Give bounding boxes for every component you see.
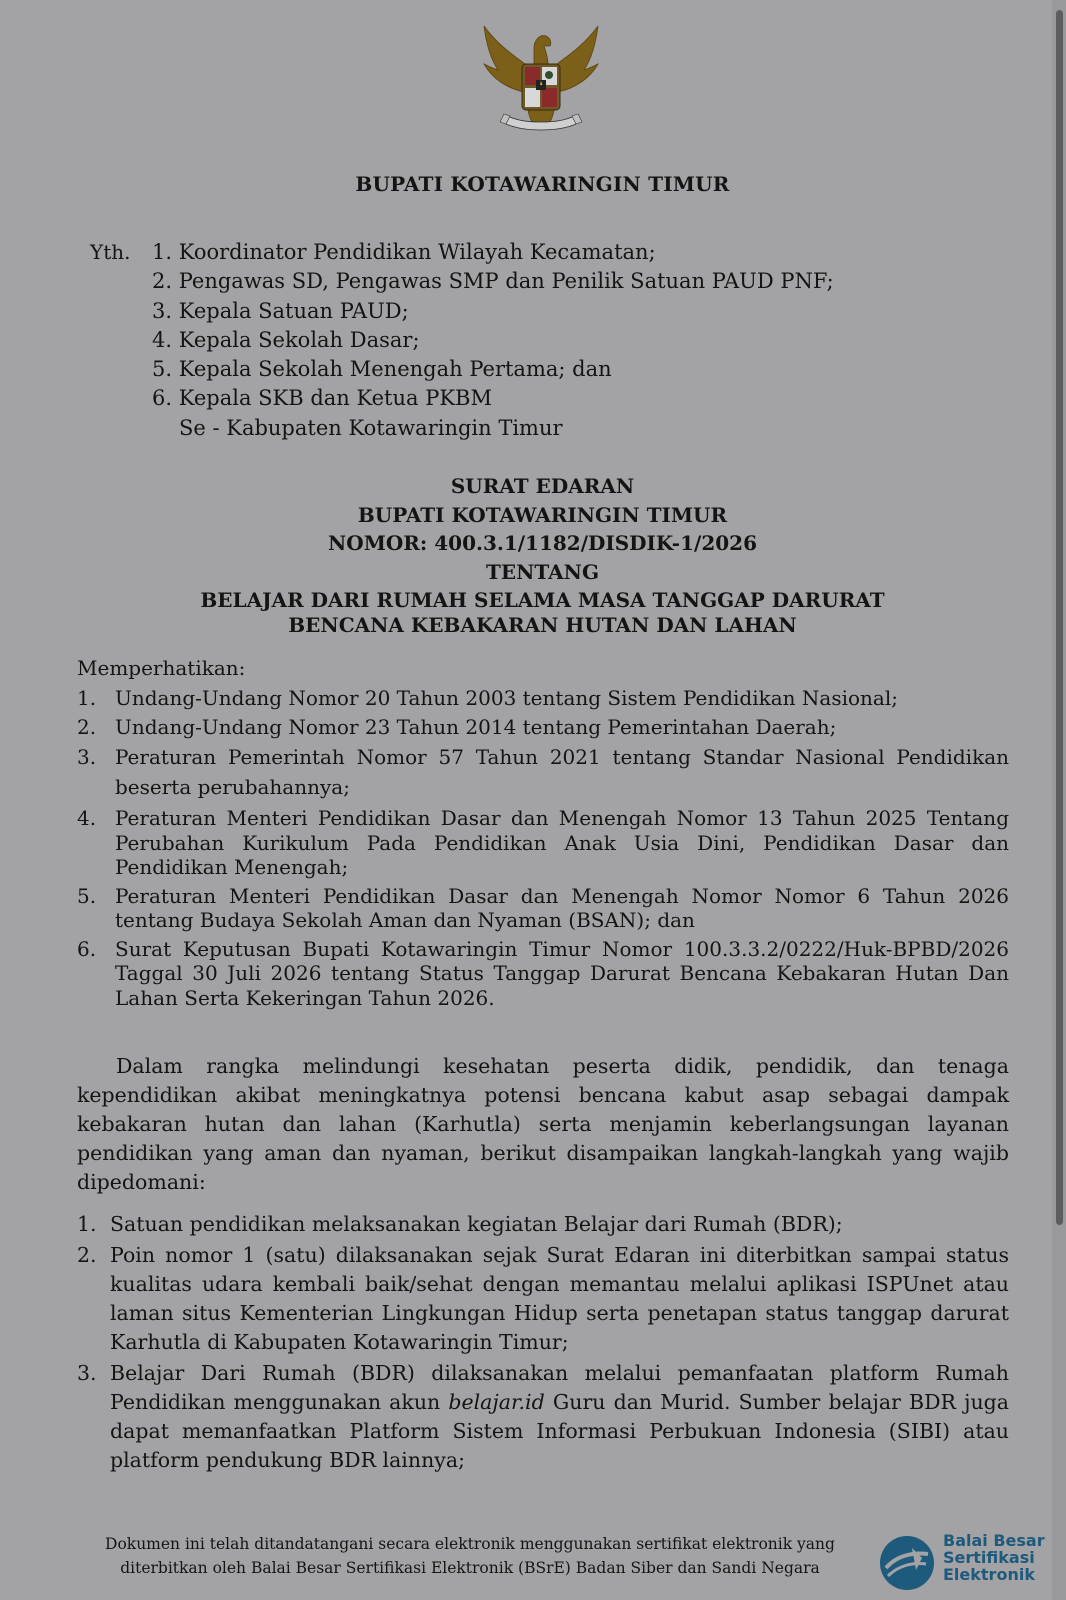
list-item: 2. Undang-Undang Nomor 23 Tahun 2014 tentang Pemerintahan Daerah; [77, 715, 837, 739]
subject-line: BENCANA KEBAKARAN HUTAN DAN LAHAN [288, 613, 797, 637]
list-item: 4. Peraturan Menteri Pendidikan Dasar dan Menengah Nomor 13 Tahun 2025 Tentang Perubahan Kurikulum Pada Pendidikan Anak Usia Dini, Pendidikan Dasar dan Pendidikan Menengah; [77, 806, 1009, 879]
steps-list [77, 1210, 1009, 1477]
list-item: 3. Belajar Dari Rumah (BDR) dilaksanakan melalui pemanfaatan platform Rumah Pendidikan menggunakan akun belajar.id Guru dan Murid. Sumber belajar BDR juga dapat memanfaatkan Platform Sistem Informasi Perbukuan Indonesia (SIBI) atau platform pendukung BDR lainnya; [77, 1361, 1009, 1472]
recipient-area: Se - Kabupaten Kotawaringin Timur [179, 415, 563, 440]
recipients-list [152, 238, 834, 443]
list-item: 2. Poin nomor 1 (satu) dilaksanakan sejak Surat Edaran ini diterbitkan sampai status kualitas udara kembali baik/sehat dengan memantau melalui aplikasi ISPUnet atau laman situs Kementerian Lingkungan Hidup serta penetapan status tanggap darurat Karhutla di Kabupaten Kotawaringin Timur; [77, 1243, 1009, 1354]
considering-label: Memperhatikan: [77, 656, 246, 680]
considering-list-continued [77, 806, 1009, 1010]
bsre-logo-icon [878, 1534, 936, 1592]
recipient-item: 4. Kepala Sekolah Dasar; [152, 327, 420, 352]
subject-line: BELAJAR DARI RUMAH SELAMA MASA TANGGAP DARURAT [200, 588, 885, 612]
recipient-item: 5. Kepala Sekolah Menengah Pertama; dan [152, 357, 612, 382]
body-paragraph: Dalam rangka melindungi kesehatan peserta didik, pendidik, dan tenaga kependidikan akibat meningkatnya potensi bencana kabut asap sebagai dampak kebakaran hutan dan lahan (Karhutla) serta menjamin keberlangsungan layanan pendidikan yang aman dan nyaman, berikut disampaikan langkah-langkah yang wajib dipedomani: [77, 1054, 1009, 1194]
list-item: 1. Undang-Undang Nomor 20 Tahun 2003 tentang Sistem Pendidikan Nasional; [77, 686, 898, 710]
recipient-item: 3. Kepala Satuan PAUD; [152, 298, 409, 323]
scrollbar-thumb[interactable] [1056, 10, 1063, 1225]
list-item: 6. Surat Keputusan Bupati Kotawaringin Timur Nomor 100.3.3.2/0222/Huk-BPBD/2026 Taggal 30 Juli 2026 tentang Status Tanggap Darurat Bencana Kebakaran Hutan Dan Lahan Serta Kekeringan Tahun 2026. [77, 936, 1009, 1010]
recipient-item: 2. Pengawas SD, Pengawas SMP dan Penilik Satuan PAUD PNF; [152, 269, 834, 294]
garuda-emblem-icon [478, 18, 604, 142]
issuer-heading: BUPATI KOTAWARINGIN TIMUR [355, 172, 730, 196]
title-line: SURAT EDARAN [450, 474, 635, 498]
recipient-item: 1. Koordinator Pendidikan Wilayah Kecamatan; [152, 240, 656, 264]
circular-title-block [0, 472, 1066, 638]
title-line: BUPATI KOTAWARINGIN TIMUR [357, 502, 728, 527]
circular-number: NOMOR: 400.3.1/1182/DISDIK-1/2026 [328, 531, 757, 555]
recipient-item: 6. Kepala SKB dan Ketua PKBM [152, 386, 492, 411]
list-item: 1. Satuan pendidikan melaksanakan kegiatan Belajar dari Rumah (BDR); [77, 1212, 843, 1236]
list-item: 5. Peraturan Menteri Pendidikan Dasar dan Menengah Nomor Nomor 6 Tahun 2026 tentang Budaya Sekolah Aman dan Nyaman (BSAN); dan [77, 883, 1009, 932]
esign-notice: Dokumen ini telah ditandatangani secara elektronik menggunakan sertifikat elektronik yang diterbitkan oleh Balai Besar Sertifikasi Elektronik (BSrE) Badan Siber dan Sandi Negara [105, 1535, 835, 1577]
bsre-logo-text: Balai Besar Sertifikasi Elektronik [943, 1531, 1045, 1584]
belajar-id-link-text: belajar.id [448, 1390, 545, 1414]
vertical-scrollbar[interactable] [1052, 0, 1066, 1600]
recipients-label: Yth. [90, 240, 131, 264]
considering-list [77, 684, 1009, 806]
title-line: TENTANG [485, 559, 600, 584]
list-item: 3. Peraturan Pemerintah Nomor 57 Tahun 2021 tentang Standar Nasional Pendidikan beserta perubahannya; [77, 745, 1009, 799]
